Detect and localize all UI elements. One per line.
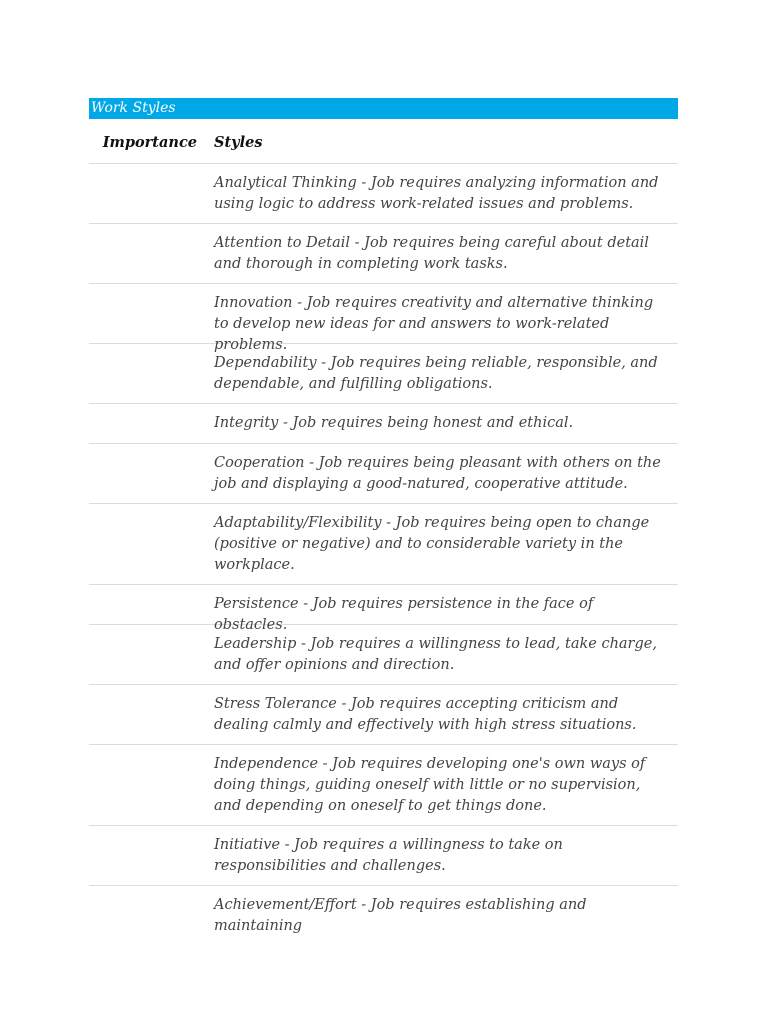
table-row (89, 284, 678, 353)
importance-cell (89, 625, 214, 684)
section-title: Work Styles (89, 98, 678, 119)
style-description: Independence - Job requires developing one's own ways of doing things, guiding oneself with little or no supervision, and depending on oneself to get things done. (214, 756, 646, 814)
table-row (89, 504, 678, 585)
style-description: Attention to Detail - Job requires being careful about detail and thorough in completing work tasks. (214, 235, 649, 272)
table-row (89, 826, 678, 886)
style-description: Initiative - Job requires a willingness to take on responsibilities and challenges. (214, 837, 563, 874)
importance-cell (89, 826, 214, 885)
style-description: Integrity - Job requires being honest and ethical. (214, 415, 574, 431)
table-row (89, 745, 678, 826)
importance-cell (89, 224, 214, 283)
table-row (89, 685, 678, 745)
style-description: Leadership - Job requires a willingness to lead, take charge, and offer opinions and direction. (214, 636, 657, 673)
table-row (89, 404, 678, 444)
style-description: Persistence - Job requires persistence in the face of obstacles. (214, 596, 594, 633)
table-row (89, 886, 678, 934)
style-description: Adaptability/Flexibility - Job requires being open to change (positive or negative) and to considerable variety in the workplace. (214, 515, 650, 573)
importance-column-header: Importance (102, 134, 197, 151)
table-row (89, 444, 678, 504)
importance-cell (89, 404, 214, 443)
importance-cell (89, 284, 214, 343)
importance-cell (89, 504, 214, 584)
table-row (89, 585, 678, 633)
style-description: Dependability - Job requires being reliable, responsible, and dependable, and fulfilling obligations. (214, 355, 658, 392)
importance-cell (89, 685, 214, 744)
table-row (89, 224, 678, 284)
table-row (89, 164, 678, 224)
styles-column-header: Styles (214, 134, 263, 151)
table-row (89, 625, 678, 685)
style-description: Cooperation - Job requires being pleasant with others on the job and displaying a good-natured, cooperative attitude. (214, 455, 661, 492)
work-styles-section (89, 98, 678, 934)
style-description: Analytical Thinking - Job requires analyzing information and using logic to address work-related issues and problems. (214, 175, 659, 212)
table-row (89, 344, 678, 404)
style-description: Innovation - Job requires creativity and alternative thinking to develop new ideas for and answers to work-related problems. (214, 295, 654, 353)
importance-cell (89, 444, 214, 503)
style-description: Stress Tolerance - Job requires accepting criticism and dealing calmly and effectively with high stress situations. (214, 696, 637, 733)
importance-cell (89, 886, 214, 926)
importance-cell (89, 164, 214, 223)
importance-cell (89, 585, 214, 624)
importance-cell (89, 745, 214, 825)
table-header (89, 119, 678, 164)
style-description: Achievement/Effort - Job requires establishing and maintaining (214, 897, 587, 934)
importance-cell (89, 344, 214, 403)
